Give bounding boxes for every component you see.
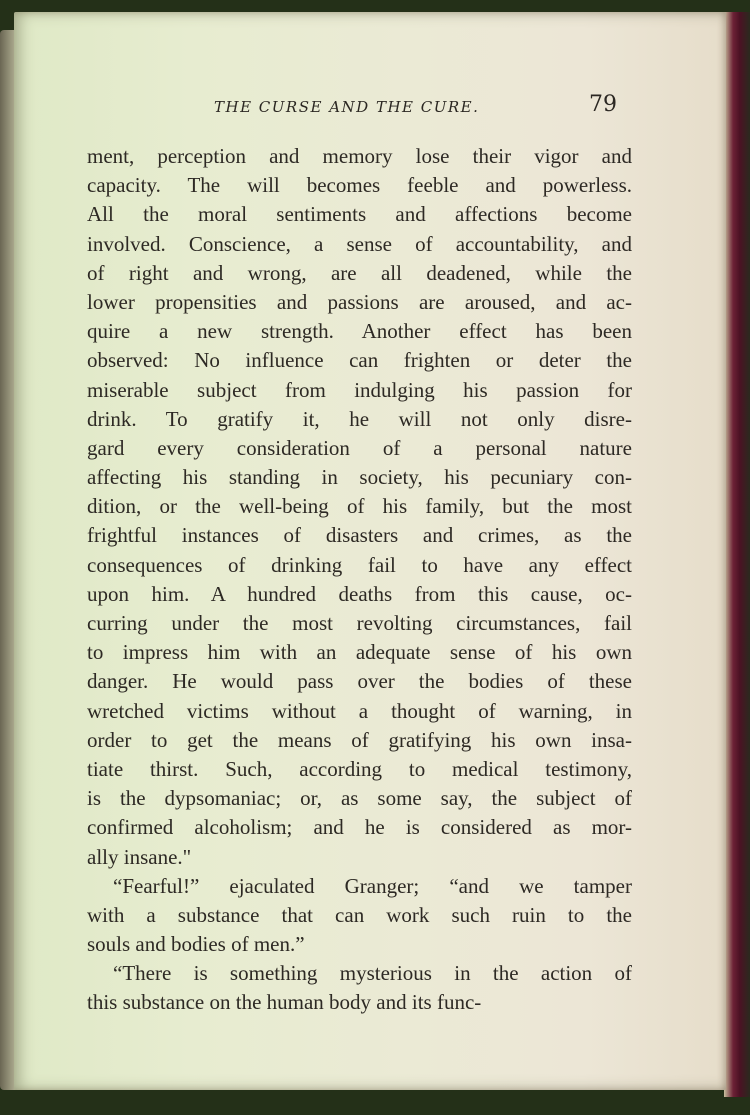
paragraph [87,959,632,1017]
text-line: frightful instances of disasters and crimes, as the [87,523,632,548]
text-line: dition, or the well-being of his family, but the most [87,494,632,519]
text-line: confirmed alcoholism; and he is considered as mor- [87,815,632,840]
text-line: “There is something mysterious in the action of [113,961,632,986]
text-line: tiate thirst. Such, according to medical testimony, [87,756,632,781]
page-sheet [14,12,726,1090]
text-line: curring under the most revolting circumstances, fail [87,611,632,635]
body-text [87,142,632,1018]
text-line: consequences of drinking fail to have any effect [87,552,632,577]
text-line: to impress him with an adequate sense of his own [87,640,632,665]
text-line: quire a new strength. Another effect has been [87,319,632,344]
text-line: with a substance that can work such ruin to the [87,902,632,927]
book-spine-edge [724,12,750,1097]
text-line: miserable subject from indulging his passion for [87,377,632,402]
text-line: order to get the means of gratifying his own insa- [87,727,632,752]
paragraph [87,142,632,872]
text-line: wretched victims without a thought of warning, in [87,698,632,723]
text-line: of right and wrong, are all deadened, while the [87,260,632,285]
text-line: this substance on the human body and its func- [87,990,482,1015]
text-line: affecting his standing in society, his pecuniary con- [87,465,632,490]
text-line: ally insane." [87,844,192,869]
text-line: “Fearful!” ejaculated Granger; “and we tamper [113,873,632,898]
text-line: souls and bodies of men.” [87,932,305,957]
text-line: involved. Conscience, a sense of accountability, and [87,231,632,256]
text-line: drink. To gratify it, he will not only disre- [87,406,632,431]
text-line: lower propensities and passions are aroused, and ac- [87,289,632,314]
text-line: ment, perception and memory lose their vigor and [87,144,632,168]
running-head-title: THE CURSE AND THE CURE. [214,98,480,116]
text-line: capacity. The will becomes feeble and powerless. [87,173,632,198]
text-line: upon him. A hundred deaths from this cause, oc- [87,581,632,606]
text-line: gard every consideration of a personal nature [87,435,632,460]
text-line: is the dypsomaniac; or, as some say, the subject of [87,786,632,811]
text-line: All the moral sentiments and affections become [87,202,632,227]
paragraph [87,872,632,960]
text-line: observed: No influence can frighten or deter the [87,348,632,373]
text-line: danger. He would pass over the bodies of these [87,669,632,694]
page-number: 79 [589,92,617,117]
